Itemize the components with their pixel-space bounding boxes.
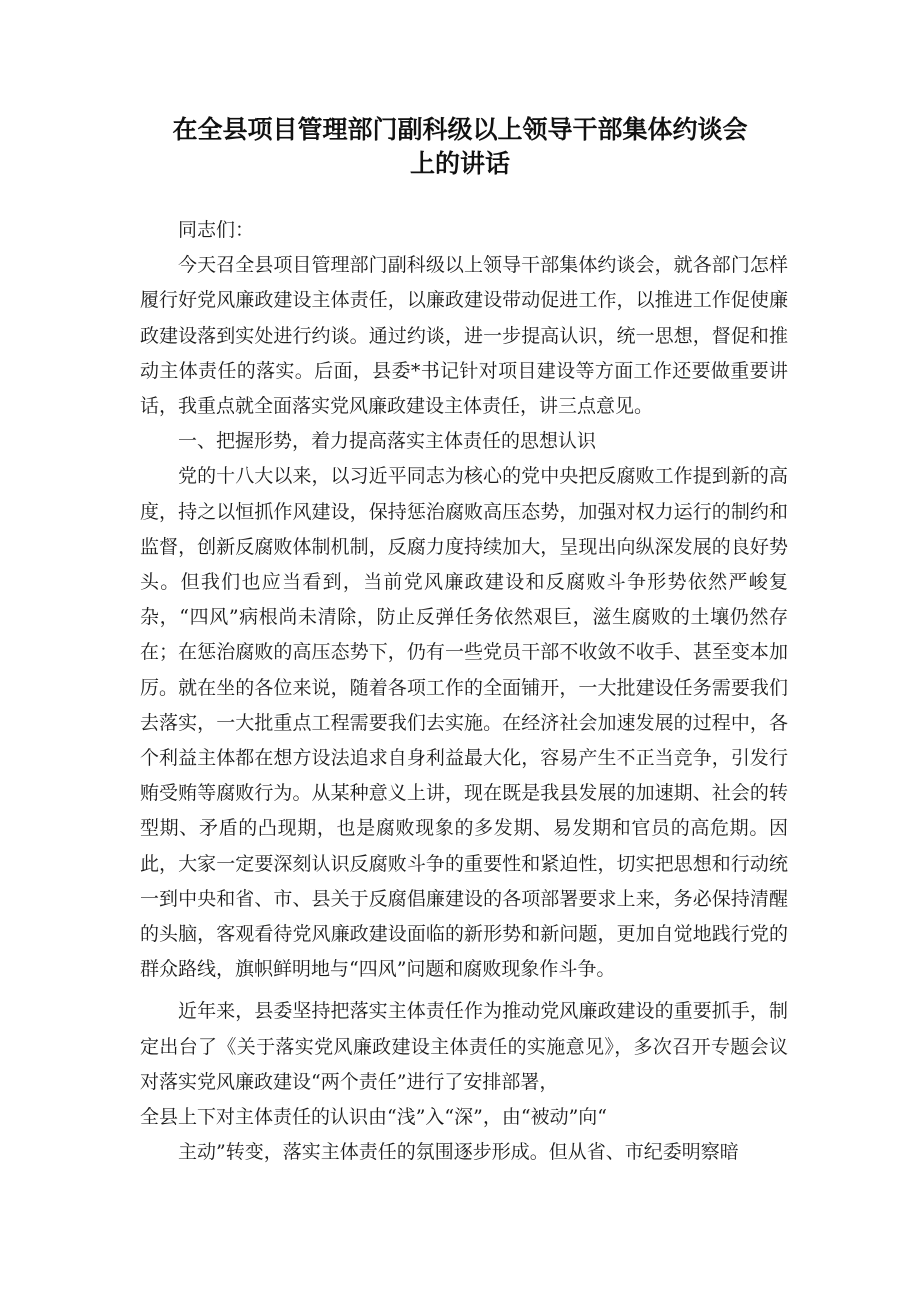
paragraph-continued: 主动”转变，落实主体责任的氛围逐步形成。但从省、市纪委明察暗 [178, 1141, 739, 1164]
document-title-line-1: 在全县项目管理部门副科级以上领导干部集体约谈会 [172, 115, 748, 144]
salutation: 同志们： [178, 219, 255, 241]
paragraph-recent-years: 近年来，县委坚持把落实主体责任作为推动党风廉政建设的重要抓手，制定出台了《关于落实党风廉政建设主体责任的实施意见》，多次召开专题会议对落实党风廉政建设“两个责任”进行了安排部署， [140, 1000, 788, 1093]
document-title-line-2: 上的讲话 [409, 149, 510, 178]
paragraph-line-fragment: 全县上下对主体责任的认识由“浅”入“深”，由“被动”向“ [140, 1106, 607, 1129]
paragraph-intro: 今天召全县项目管理部门副科级以上领导干部集体约谈会，就各部门怎样履行好党风廉政建设主体责任，以廉政建设带动促进工作，以推进工作促使廉政建设落到实处进行约谈。通过约谈，进一步提高认识，统一思想，督促和推动主体责任的落实。后面，县委*书记针对项目建设等方面工作还要做重要讲话，我重点就全面落实党风廉政建设主体责任，讲三点意见。 [140, 254, 788, 418]
section-heading-1: 一、把握形势，着力提高落实主体责任的思想认识 [178, 430, 597, 453]
paragraph-situation: 党的十八大以来，以习近平同志为核心的党中央把反腐败工作提到新的高度，持之以恒抓作风建设，保持惩治腐败高压态势，加强对权力运行的制约和监督，创新反腐败体制机制，反腐力度持续加大，呈现出向纵深发展的良好势头。但我们也应当看到，当前党风廉政建设和反腐败斗争形势依然严峻复杂，“四风”病根尚未清除，防止反弹任务依然艰巨，滋生腐败的土壤仍然存在；在惩治腐败的高压态势下，仍有一些党员干部不收敛不收手、甚至变本加厉。就在坐的各位来说，随着各项工作的全面铺开，一大批建设任务需要我们去落实，一大批重点工程需要我们去实施。在经济社会加速发展的过程中，各个利益主体都在想方设法追求自身利益最大化，容易产生不正当竞争，引发行贿受贿等腐败行为。从某种意义上讲，现在既是我县发展的加速期、社会的转型期、矛盾的凸现期，也是腐败现象的多发期、易发期和官员的高危期。因此，大家一定要深刻认识反腐败斗争的重要性和紧迫性，切实把思想和行动统一到中央和省、市、县关于反腐倡廉建设的各项部署要求上来，务必保持清醒的头脑，客观看待党风廉政建设面临的新形势和新问题，更加自觉地践行党的群众路线，旗帜鲜明地与“四风”问题和腐败现象作斗争。 [140, 465, 788, 981]
document-body [140, 213, 788, 1170]
